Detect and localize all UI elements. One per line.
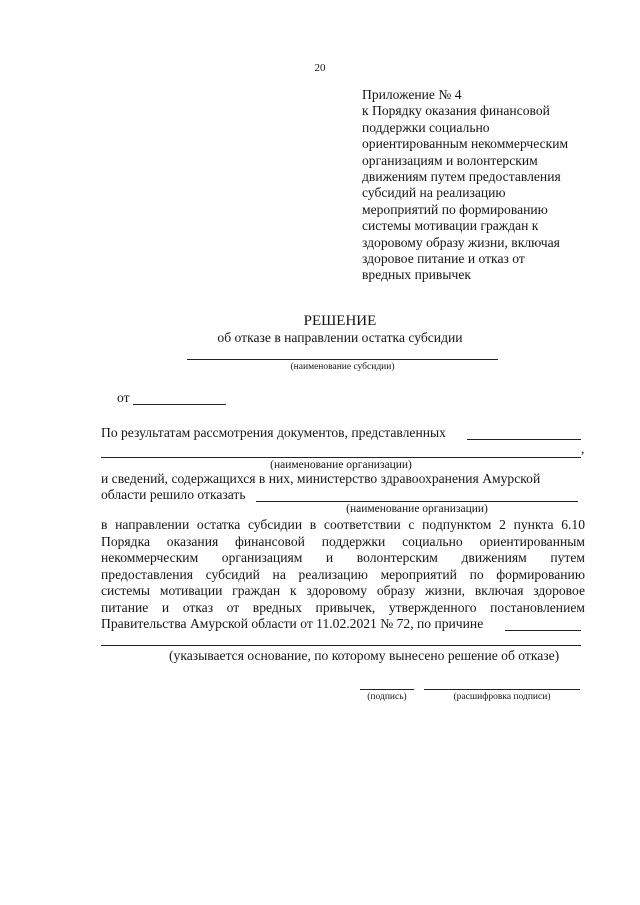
appendix-line: поддержки социально (362, 119, 490, 135)
appendix-line: ориентированным некоммерческим (362, 136, 569, 152)
org-name-line (101, 457, 581, 458)
page-number: 20 (314, 62, 326, 74)
date-line (133, 404, 226, 405)
appendix-line: организациям и волонтерским (362, 152, 538, 168)
document-subtitle: об отказе в направлении остатка субсидии (217, 330, 463, 345)
appendix-line: субсидий на реализацию (362, 185, 506, 201)
appendix-line: к Порядку оказания финансовой (362, 103, 550, 119)
org-fill-line-1 (467, 439, 581, 440)
paragraph-line: некоммерческим организациям и волонтерским движениям путем (101, 550, 585, 565)
reason-caption: (указывается основание, по которому вынесено решение об отказе) (169, 648, 560, 663)
appendix-line: здоровое питание и отказ от (362, 251, 525, 267)
body-line-1: По результатам рассмотрения документов, представленных (101, 425, 446, 440)
paragraph-line: предоставления субсидий на реализацию мероприятий по формированию (101, 566, 585, 582)
appendix-line: системы мотивации граждан к (362, 218, 539, 234)
signature-decode-line (424, 689, 580, 690)
signature-decode-caption: (расшифровка подписи) (453, 692, 551, 702)
subsidy-name-line (187, 359, 498, 360)
appendix-line: вредных привычек (362, 267, 471, 283)
signature-line (360, 689, 414, 690)
org-caption-2: (наименование организации) (346, 503, 488, 515)
org-fill-line-2 (256, 501, 578, 502)
paragraph-line: Правительства Амурской области от 11.02.2021 № 72, по причине (101, 616, 484, 631)
reason-fill-line-1 (505, 630, 581, 631)
paragraph-line: Порядка оказания финансовой поддержки социально ориентированным (101, 533, 585, 549)
paragraph-line: в направлении остатка субсидии в соответствии с подпунктом 2 пункта 6.10 (101, 517, 585, 532)
from-label: от (117, 390, 130, 405)
decision-paragraph (101, 517, 585, 633)
reason-line (101, 645, 581, 646)
org-caption-1: (наименование организации) (270, 459, 412, 471)
subsidy-name-caption: (наименование субсидии) (290, 362, 395, 372)
appendix-line: движениям путем предоставления (362, 169, 561, 185)
document-title: РЕШЕНИЕ (303, 313, 377, 329)
signature-caption: (подпись) (367, 692, 407, 702)
comma: , (581, 441, 585, 456)
appendix-header (362, 87, 602, 284)
appendix-line: мероприятий по формированию (362, 201, 548, 217)
body-line-3: области решило отказать (101, 487, 246, 502)
appendix-line: Приложение № 4 (362, 87, 462, 102)
paragraph-line: питание и отказ от вредных привычек, утвержденного постановлением (101, 599, 585, 615)
paragraph-line: системы мотивации граждан к здоровому образу жизни, включая здоровое (101, 583, 585, 598)
appendix-line: здоровому образу жизни, включая (362, 234, 560, 250)
body-line-2: и сведений, содержащихся в них, министерство здравоохранения Амурской (101, 471, 541, 486)
